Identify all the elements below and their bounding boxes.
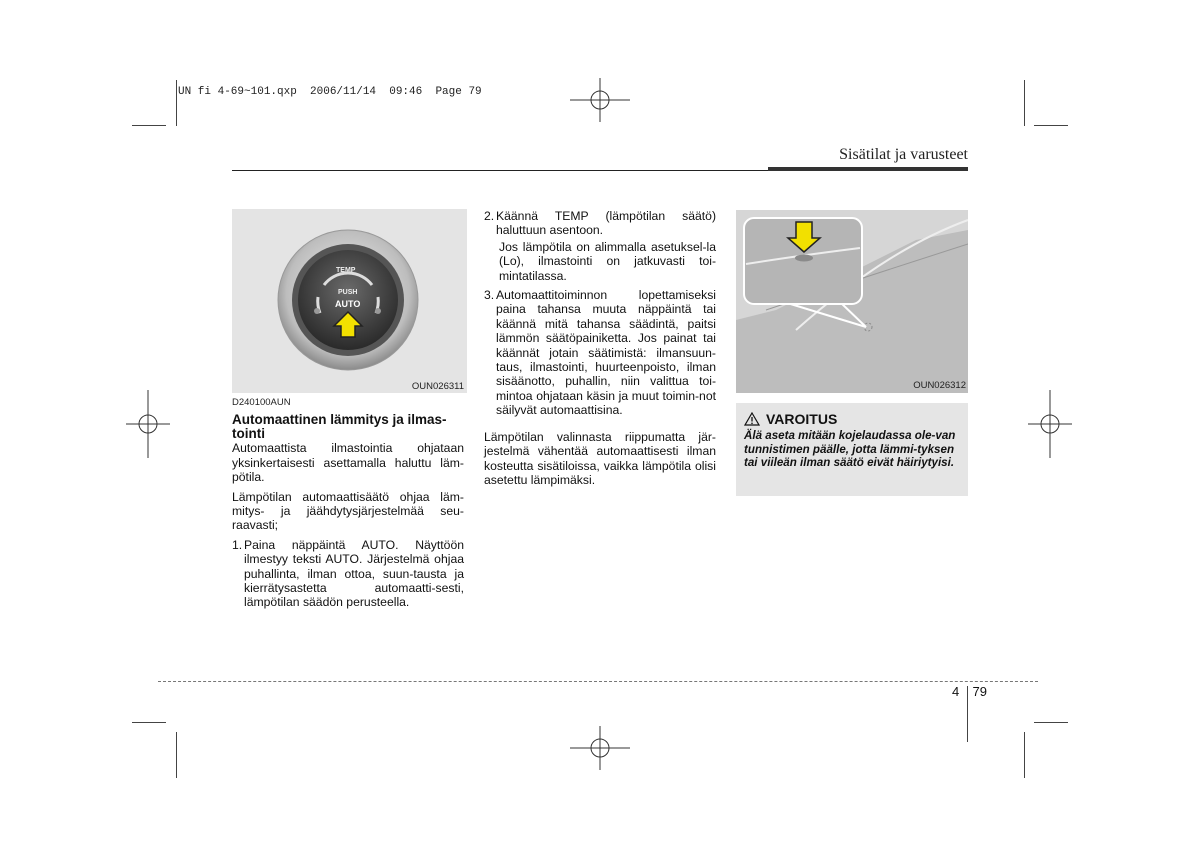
section-id: D240100AUN [232,397,291,408]
warning-triangle-icon [744,412,760,426]
header-rule-accent [768,167,968,171]
left-column [232,396,464,614]
warning-header [744,411,960,427]
sensor-illustration [736,210,968,393]
chapter-number: 4 [952,684,960,699]
figure-auto-dial [232,209,467,393]
step-note: Jos lämpötila on alimmalla asetuksel-la (Lo), ilmastointi on jatkuvasti toi-mintatilassa. [499,239,716,283]
header-rule [232,170,768,171]
running-header: Sisätilat ja varusteet [839,146,968,163]
figure-sensor [736,210,968,393]
page-number-value: 79 [972,684,987,699]
list-item: 1. Paina näppäintä AUTO. Näyttöön ilmestyy teksti AUTO. Järjestelmä ohjaa puhallinta, ilman ottoa, suun-tausta ja kierrätysastetta automaatti-sesti, lämpötilan säädön perusteella. [232,537,464,610]
printer-slug: UN fi 4-69~101.qxp 2006/11/14 09:46 Page 79 [178,86,482,98]
middle-column [484,209,716,492]
closing-paragraph: Lämpötilan valinnasta riippumatta jär-jestelmä vähentää automaattisesti ilman kosteutta sisätiloissa, vaikka lämpötila olisi asetettu lämpimäksi. [484,429,716,487]
warning-title: VAROITUS [766,411,838,427]
figure-code: OUN026311 [411,381,464,392]
warning-box [736,403,968,496]
warning-text: Älä aseta mitään kojelaudassa ole-van tunnistimen päälle, jotta lämmi-tyksen tai viileän ilman säätö eivät häiriytyisi. [744,429,956,470]
figure-code: OUN026312 [913,380,966,391]
list-item: 3. Automaattitoiminnon lopettamiseksi paina tahansa muuta näppäintä tai käännä mitä tahansa säädintä, paitsi lämmön säätöpainiketta. Jos painat tai käännät jotain säätimistä: ilmansuun-taus, ilmastointi, huurteenpoisto, ilman sisäänotto, puhallin, niin valittua toi-mintoa ohjataan käsin ja muut toimin-not säilyvät automaattisina. [484,288,716,418]
page-number [952,684,987,699]
dial-temp-label: TEMP [336,267,356,274]
intro-paragraph-2: Lämpötilan automaattisäätö ohjaa läm-mitys- ja jäähdytysjärjestelmää seu-raavasti; [232,489,464,533]
section-title: Automaattinen lämmitys ja ilmas- tointi [232,412,447,442]
dial-auto-label: AUTO [335,299,361,309]
footer-rule [158,681,1038,682]
dial-push-label: PUSH [338,289,358,296]
intro-paragraph: Automaattista ilmastointia ohjataan yksinkertaisesti asettamalla haluttu läm-pötila. [232,441,464,485]
list-item: 2. Käännä TEMP (lämpötilan säätö) haluttuun asentoon. [484,209,716,238]
